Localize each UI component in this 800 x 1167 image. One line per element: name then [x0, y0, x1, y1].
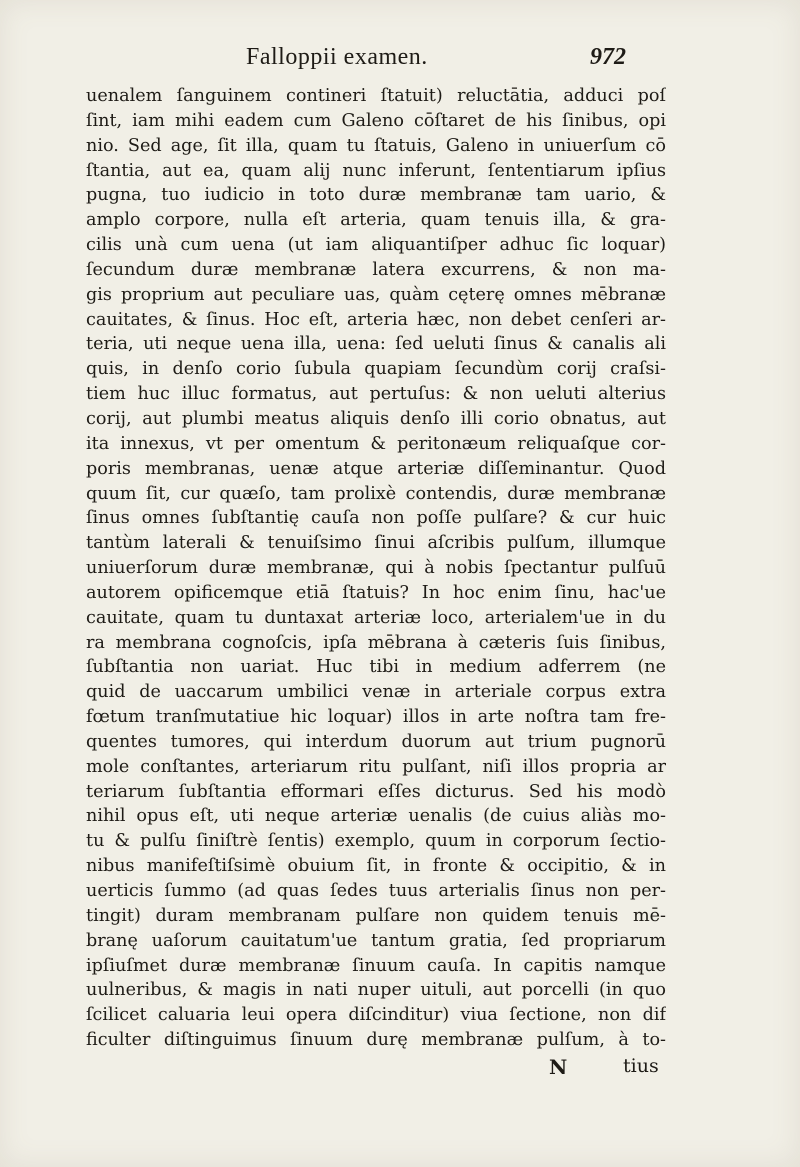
text-line: ſcilicet caluaria leui opera diſcinditur) viua ſectione, non dif — [86, 1005, 666, 1026]
text-line: ſint, iam mihi eadem cum Galeno cōſtaret de his ſinibus, opi — [86, 110, 666, 131]
text-line: uenalem ſanguinem contineri ſtatuit) reluctātia, adduci poſ — [86, 86, 666, 106]
signature-mark: N — [549, 1054, 568, 1079]
text-line: ſubſtantia non uariat. Huc tibi in medium adferrem (ne — [86, 657, 666, 678]
text-line: teria, uti neque uena illa, uena: ſed ueluti ſinus & canalis ali — [86, 334, 666, 355]
text-line: nio. Sed age, ſit illa, quam tu ſtatuis, Galeno in uniuerſum cō — [86, 135, 666, 156]
text-line: nihil opus eſt, uti neque arteriæ uenalis (de cuius aliàs mo- — [86, 806, 666, 827]
text-line: tiem huc illuc formatus, aut pertuſus: & non ueluti alterius — [86, 384, 666, 405]
text-line: gis proprium aut peculiare uas, quàm cęterę omnes mēbranæ — [86, 284, 666, 305]
text-line: autorem opificemque etiā ſtatuis? In hoc enim ſinu, hac'ue — [86, 582, 666, 603]
page-footer — [86, 1055, 666, 1085]
text-line: mole conſtantes, arteriarum ritu pulſant, niſi illos propria ar — [86, 756, 666, 777]
text-line: quid de uaccarum umbilici venæ in arteriale corpus extra — [86, 682, 666, 703]
text-line: cauitate, quam tu duntaxat arteriæ loco, arterialem'ue in du — [86, 607, 666, 628]
text-line: poris membranas, uenæ atque arteriæ diſſeminantur. Quod — [86, 458, 666, 479]
text-line: ficulter diſtinguimus ſinuum durę membranæ pulſum, à to- — [86, 1030, 666, 1051]
text-line: ra membrana cognoſcis, ipſa mēbrana à cæteris ſuis ſinibus, — [86, 632, 666, 653]
text-line: ita innexus, vt per omentum & peritonæum reliquaſque cor- — [86, 433, 666, 454]
text-line: pugna, tuo iudicio in toto duræ membranæ tam uario, & — [86, 185, 666, 206]
text-line: uniuerſorum duræ membranæ, qui à nobis ſpectantur pulſuū — [86, 558, 666, 579]
running-title: Falloppii examen. — [246, 44, 428, 70]
text-line: branę uaſorum cauitatum'ue tantum gratia, ſed propriarum — [86, 930, 666, 951]
text-line: tu & pulſu ſiniſtrè ſentis) exemplo, quum in corporum ſectio- — [86, 831, 666, 852]
text-line: ſtantia, aut ea, quam alij nunc inferunt, ſententiarum ipſius — [86, 160, 666, 181]
text-line: ipſiuſmet duræ membranæ ſinuum cauſa. In capitis namque — [86, 955, 666, 976]
text-line: cilis unà cum uena (ut iam aliquantiſper adhuc ſic loquar) — [86, 235, 666, 256]
body-text — [86, 84, 666, 1053]
text-line: nibus manifeſtiſsimè obuium ſit, in fronte & occipitio, & in — [86, 856, 666, 877]
text-line: corij, aut plumbi meatus aliquis denſo illi corio obnatus, aut — [86, 408, 666, 429]
text-line: quis, in denſo corio ſubula quapiam ſecundùm corij craſsi- — [86, 359, 666, 380]
text-block — [86, 38, 666, 1085]
text-line: uulneribus, & magis in nati nuper uituli, aut porcelli (in quo — [86, 980, 666, 1001]
catchword: tius — [623, 1054, 659, 1077]
text-line: ſecundum duræ membranæ latera excurrens, & non ma- — [86, 259, 666, 280]
text-line: quentes tumores, qui interdum duorum aut trium pugnorū — [86, 731, 666, 752]
text-line: amplo corpore, nulla eſt arteria, quam tenuis illa, & gra- — [86, 210, 666, 231]
running-head — [86, 38, 666, 84]
text-line: quum ſit, cur quæſo, tam prolixè contendis, duræ membranæ — [86, 483, 666, 504]
text-line: fœtum tranſmutatiue hic loquar) illos in arte noſtra tam fre- — [86, 707, 666, 728]
text-line: tingit) duram membranam pulſare non quidem tenuis mē- — [86, 905, 666, 926]
text-line: uerticis ſummo (ad quas ſedes tuus arterialis ſinus non per- — [86, 881, 666, 901]
text-line: teriarum ſubſtantia efformari eſſes dicturus. Sed his modò — [86, 781, 666, 802]
text-line: cauitates, & ſinus. Hoc eſt, arteria hæc, non debet cenſeri ar- — [86, 309, 666, 330]
text-line: tantùm laterali & tenuiſsimo ſinui aſcribis pulſum, illumque — [86, 533, 666, 554]
page-number: 972 — [590, 44, 626, 70]
text-line: ſinus omnes ſubſtantię cauſa non poſſe pulſare? & cur huic — [86, 508, 666, 529]
